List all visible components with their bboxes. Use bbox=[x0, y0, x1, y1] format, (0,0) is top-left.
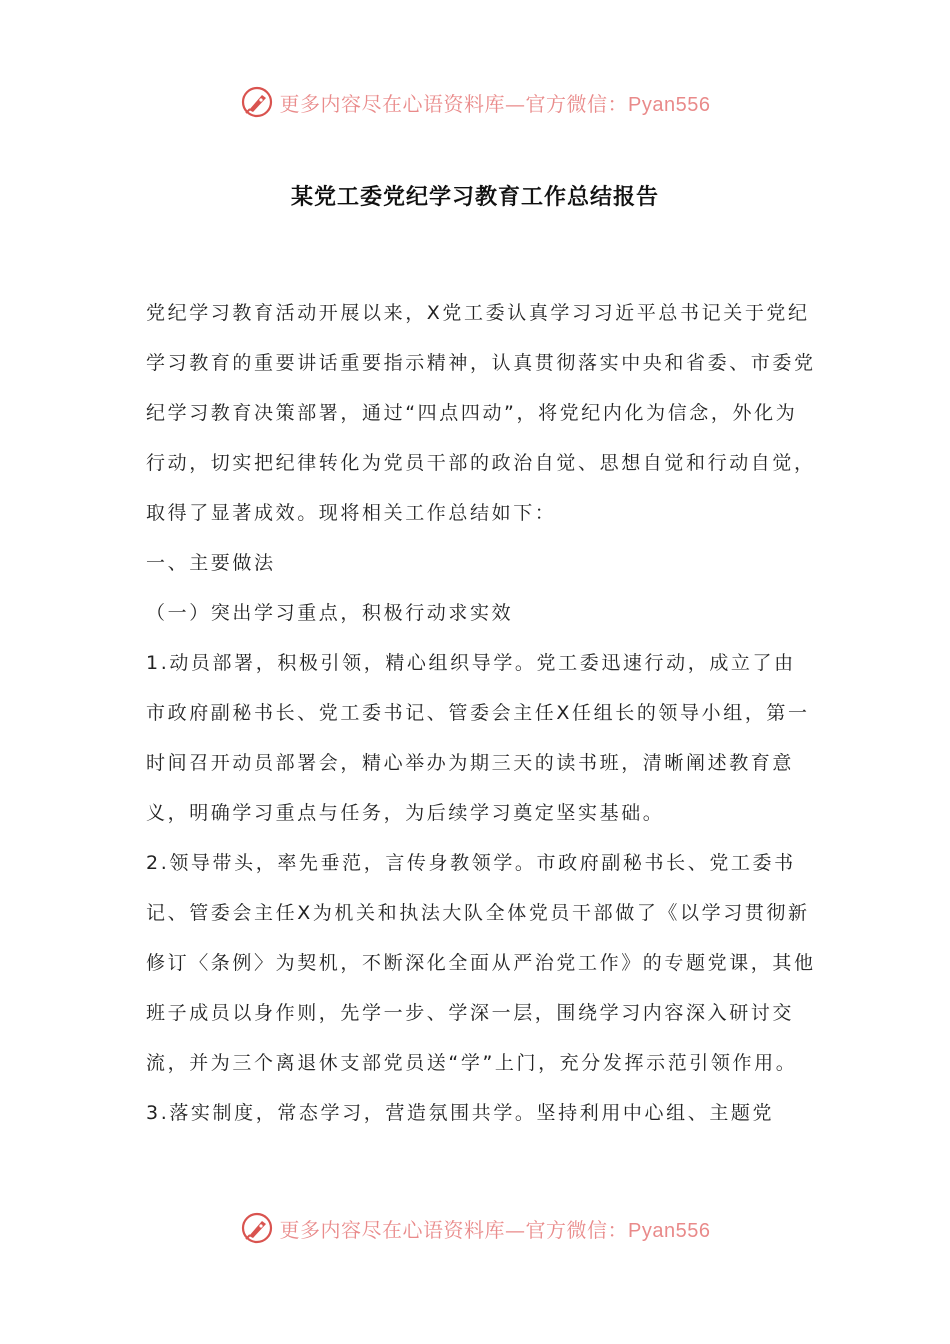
watermark-brand: 更多内容尽在心语资料库 bbox=[279, 91, 506, 116]
document-body bbox=[146, 288, 816, 1138]
header-watermark-banner bbox=[0, 82, 950, 122]
subsection-heading: （一）突出学习重点，积极行动求实效 bbox=[146, 602, 514, 624]
watermark-wechat-id: Pyan556 bbox=[628, 93, 711, 116]
section-heading: 一、主要做法 bbox=[146, 552, 276, 574]
document-title: 某党工委党纪学习教育工作总结报告 bbox=[290, 184, 659, 210]
watermark-wechat-id: Pyan556 bbox=[628, 1219, 711, 1242]
watermark-separator: — bbox=[505, 91, 526, 116]
intro-paragraph: 党纪学习教育活动开展以来，X党工委认真学习习近平总书记关于党纪学习教育的重要讲话重要指示精神，认真贯彻落实中央和省委、市委党纪学习教育决策部署，通过“四点四动”，将党纪内化为信念，外化为行动，切实把纪律转化为党员干部的政治自觉、思想自觉和行动自觉，取得了显著成效。现将相关工作总结如下： bbox=[146, 302, 816, 524]
watermark-wechat-label: 官方微信： bbox=[525, 1217, 629, 1242]
watermark-brand: 更多内容尽在心语资料库 bbox=[279, 1217, 506, 1242]
footer-watermark-banner bbox=[0, 1208, 950, 1248]
item-paragraph-2: 2.领导带头，率先垂范，言传身教领学。市政府副秘书长、党工委书记、管委会主任X为机关和执法大队全体党员干部做了《以学习贯彻新修订〈条例〉为契机，不断深化全面从严治党工作》的专题党课，其他班子成员以身作则，先学一步、学深一层，围绕学习内容深入研讨交流，并为三个离退休支部党员送“学”上门，充分发挥示范引领作用。 bbox=[146, 852, 816, 1074]
pen-nib-logo-icon bbox=[240, 1211, 274, 1245]
pen-nib-logo-icon bbox=[240, 85, 274, 119]
watermark-text bbox=[280, 1214, 711, 1243]
watermark-wechat-label: 官方微信： bbox=[525, 91, 629, 116]
watermark-text bbox=[280, 88, 711, 117]
item-paragraph-3: 3.落实制度，常态学习，营造氛围共学。坚持利用中心组、主题党 bbox=[146, 1102, 775, 1124]
item-paragraph-1: 1.动员部署，积极引领，精心组织导学。党工委迅速行动，成立了由市政府副秘书长、党工委书记、管委会主任X任组长的领导小组，第一时间召开动员部署会，精心举办为期三天的读书班，清晰阐述教育意义，明确学习重点与任务，为后续学习奠定坚实基础。 bbox=[146, 652, 810, 824]
watermark-separator: — bbox=[505, 1217, 526, 1242]
